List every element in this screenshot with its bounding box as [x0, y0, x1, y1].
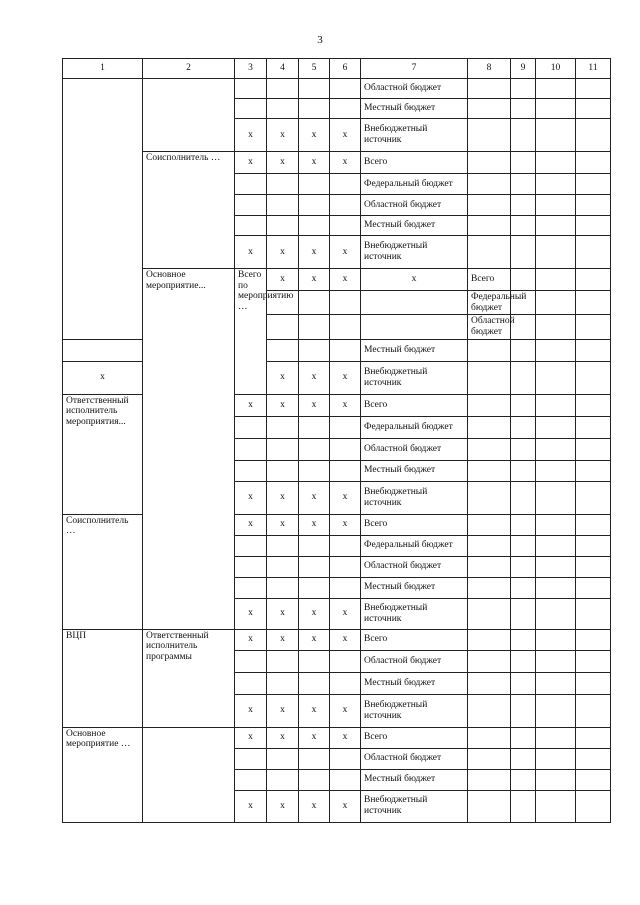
- source-cell: Федеральный бюджет: [361, 535, 468, 556]
- source-cell: Внебюджетный источник: [361, 119, 468, 152]
- source-cell: Местный бюджет: [361, 339, 468, 361]
- x-mark: x: [299, 361, 330, 394]
- x-mark: x: [267, 394, 299, 416]
- source-cell: Внебюджетный источник: [361, 598, 468, 629]
- source-cell: Внебюджетный источник: [361, 361, 468, 394]
- source-cell: Всего: [361, 152, 468, 174]
- x-mark: x: [235, 598, 267, 629]
- cell-col1-vcp: ВЦП: [63, 629, 143, 727]
- x-mark: x: [299, 514, 330, 535]
- x-mark: x: [267, 361, 299, 394]
- source-cell: Местный бюджет: [361, 99, 468, 119]
- cell-col2-coexecutor: Соисполнитель …: [143, 152, 235, 269]
- x-mark: x: [267, 694, 299, 727]
- header-cell: 10: [536, 59, 576, 79]
- x-mark: x: [267, 236, 299, 269]
- source-cell: Внебюджетный источник: [361, 481, 468, 514]
- table-row: [63, 152, 611, 174]
- source-cell: Областной бюджет: [361, 79, 468, 99]
- source-cell: Внебюджетный источник: [361, 790, 468, 822]
- x-mark: x: [330, 481, 361, 514]
- source-cell: Внебюджетный источник: [361, 694, 468, 727]
- x-mark: x: [299, 727, 330, 748]
- x-mark: x: [235, 694, 267, 727]
- x-mark: x: [267, 269, 299, 291]
- x-mark: x: [330, 394, 361, 416]
- x-mark: x: [235, 394, 267, 416]
- source-cell: Федеральный бюджет: [361, 174, 468, 195]
- x-mark: x: [299, 236, 330, 269]
- x-mark: x: [330, 629, 361, 650]
- source-cell: Областной бюджет: [361, 438, 468, 460]
- source-cell: Всего: [361, 629, 468, 650]
- x-mark: x: [235, 152, 267, 174]
- x-mark: x: [267, 119, 299, 152]
- x-mark: x: [299, 152, 330, 174]
- x-mark: x: [330, 269, 361, 291]
- x-mark: x: [235, 481, 267, 514]
- cell-col2: [143, 727, 235, 822]
- x-mark: x: [235, 629, 267, 650]
- x-mark: x: [330, 694, 361, 727]
- x-mark: x: [235, 727, 267, 748]
- header-cell: 5: [299, 59, 330, 79]
- source-cell: Федеральный бюджет: [361, 416, 468, 438]
- cell-col1-main-event: Основное мероприятие...: [143, 269, 235, 630]
- x-mark: x: [299, 269, 330, 291]
- x-mark: x: [267, 481, 299, 514]
- x-mark: x: [235, 236, 267, 269]
- x-mark: x: [235, 514, 267, 535]
- source-cell: Всего: [361, 514, 468, 535]
- x-mark: x: [330, 361, 361, 394]
- header-cell: 6: [330, 59, 361, 79]
- cell-col2-coexecutor: Соисполнитель …: [63, 514, 143, 629]
- cell-col2-responsible-event: Ответственный исполнитель мероприятия...: [63, 394, 143, 514]
- source-cell: Местный бюджет: [361, 577, 468, 598]
- source-cell: Местный бюджет: [361, 460, 468, 481]
- source-cell: Областной бюджет: [361, 748, 468, 769]
- source-cell: Всего: [361, 394, 468, 416]
- header-cell: 2: [143, 59, 235, 79]
- x-mark: x: [299, 119, 330, 152]
- x-mark: x: [267, 629, 299, 650]
- source-cell: Областной бюджет: [361, 195, 468, 216]
- table-row: [63, 727, 611, 748]
- x-mark: x: [267, 514, 299, 535]
- table-row: [63, 79, 611, 99]
- x-mark: x: [361, 269, 468, 291]
- x-mark: x: [267, 152, 299, 174]
- header-cell: 8: [468, 59, 511, 79]
- source-cell: Областной бюджет: [361, 650, 468, 672]
- cell-col1: [63, 79, 143, 340]
- x-mark: x: [235, 119, 267, 152]
- source-cell: Всего: [468, 269, 511, 291]
- x-mark: x: [330, 514, 361, 535]
- header-cell: 11: [576, 59, 611, 79]
- cell-col2-responsible-program: Ответственный исполнитель программы: [143, 629, 235, 727]
- x-mark: x: [330, 598, 361, 629]
- table-row: [63, 629, 611, 650]
- x-mark: x: [330, 152, 361, 174]
- header-cell: 3: [235, 59, 267, 79]
- x-mark: x: [299, 394, 330, 416]
- source-cell: Всего: [361, 727, 468, 748]
- cell-col2-total-by-event: Всего по мероприятию …: [235, 269, 267, 395]
- budget-table: [62, 58, 611, 823]
- x-mark: x: [267, 598, 299, 629]
- x-mark: x: [330, 236, 361, 269]
- cell-col2: [143, 79, 235, 152]
- header-row: [63, 59, 611, 79]
- x-mark: x: [299, 694, 330, 727]
- source-cell: Местный бюджет: [361, 672, 468, 694]
- header-cell: 4: [267, 59, 299, 79]
- x-mark: x: [267, 790, 299, 822]
- source-cell: Местный бюджет: [361, 216, 468, 236]
- x-mark: x: [330, 119, 361, 152]
- source-cell: Внебюджетный источник: [361, 236, 468, 269]
- x-mark: x: [330, 790, 361, 822]
- x-mark: x: [330, 727, 361, 748]
- header-cell: 7: [361, 59, 468, 79]
- source-cell: Областной бюджет: [361, 556, 468, 577]
- header-cell: 1: [63, 59, 143, 79]
- x-mark: x: [235, 790, 267, 822]
- page-number: 3: [317, 34, 323, 46]
- x-mark: x: [63, 361, 143, 394]
- x-mark: x: [299, 790, 330, 822]
- header-cell: 9: [511, 59, 536, 79]
- source-cell: Местный бюджет: [361, 769, 468, 790]
- x-mark: x: [299, 481, 330, 514]
- source-cell: Областной бюджет: [468, 315, 511, 339]
- source-cell: Федеральный бюджет: [468, 291, 511, 315]
- table-row: [63, 269, 611, 291]
- x-mark: x: [299, 598, 330, 629]
- x-mark: x: [299, 629, 330, 650]
- x-mark: x: [267, 727, 299, 748]
- cell-col1-main-event: Основное мероприятие …: [63, 727, 143, 822]
